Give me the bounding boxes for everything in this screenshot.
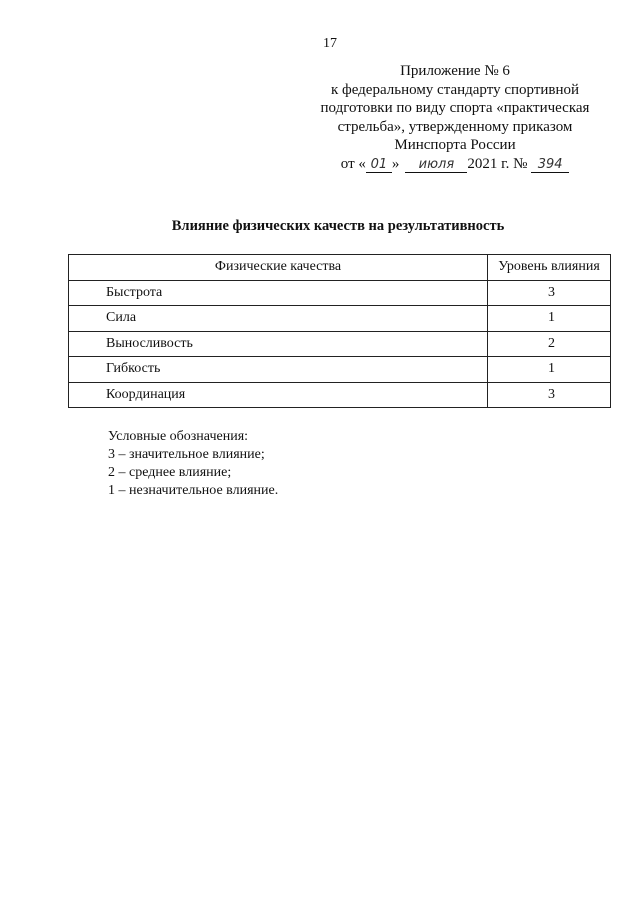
quality-cell: Сила (69, 306, 488, 332)
handwritten-order-number: 394 (531, 158, 569, 173)
level-cell: 1 (488, 306, 611, 332)
legend-item: 3 – значительное влияние; (108, 447, 265, 462)
table-header-row (69, 255, 611, 281)
column-header-level: Уровень влияния (488, 255, 611, 281)
table-row (69, 331, 611, 357)
date-year: 2021 г. № (467, 155, 528, 172)
level-cell: 1 (488, 357, 611, 383)
appendix-line: Минспорта России (394, 137, 516, 153)
appendix-line: к федеральному стандарту спортивной (330, 81, 580, 98)
level-cell: 2 (488, 331, 611, 357)
table-row (69, 382, 611, 408)
quality-cell: Быстрота (69, 280, 488, 306)
qualities-table (68, 254, 611, 408)
appendix-line: Приложение № 6 (400, 63, 510, 79)
table-row (69, 280, 611, 306)
handwritten-month: июля (405, 158, 467, 173)
level-cell: 3 (488, 382, 611, 408)
date-prefix: от « (340, 155, 366, 172)
date-mid: » (391, 155, 400, 172)
appendix-line: подготовки по виду спорта «практическая (320, 100, 590, 116)
column-header-quality: Физические качества (69, 255, 488, 281)
appendix-header (300, 62, 610, 173)
table-row (69, 357, 611, 383)
legend (108, 428, 278, 500)
legend-heading: Условные обозначения: (108, 429, 249, 444)
quality-cell: Координация (69, 382, 488, 408)
table-row (69, 306, 611, 332)
order-date-line (300, 155, 610, 174)
legend-item: 2 – среднее влияние; (108, 465, 232, 480)
handwritten-day: 01 (366, 158, 392, 173)
quality-cell: Выносливость (69, 331, 488, 357)
quality-cell: Гибкость (69, 357, 488, 383)
appendix-line: стрельба», утвержденному приказом (337, 118, 573, 135)
legend-item: 1 – незначительное влияние. (108, 483, 279, 498)
document-title: Влияние физических качеств на результативность (171, 218, 505, 234)
page-number: 17 (323, 36, 337, 51)
level-cell: 3 (488, 280, 611, 306)
